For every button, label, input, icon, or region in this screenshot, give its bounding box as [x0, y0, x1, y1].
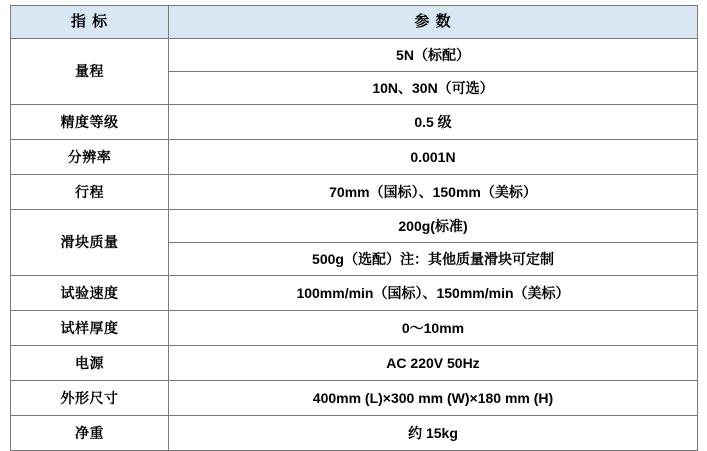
table-header: [11, 6, 698, 39]
row-label-slider-mass: 滑块质量: [11, 210, 169, 276]
row-value-stroke: 70mm（国标）、150mm（美标）: [169, 175, 698, 210]
table-row: [11, 39, 698, 72]
row-label-sample-thickness: 试样厚度: [11, 311, 169, 346]
row-value-slider-mass-2: 500g（选配）注：其他质量滑块可定制: [169, 243, 698, 276]
table-row: [11, 105, 698, 140]
table-row: [11, 210, 698, 243]
table-row: [11, 311, 698, 346]
table-row: [11, 276, 698, 311]
table-body: [11, 39, 698, 451]
row-label-dimensions: 外形尺寸: [11, 381, 169, 416]
row-value-test-speed: 100mm/min（国标）、150mm/min（美标）: [169, 276, 698, 311]
row-value-accuracy: 0.5 级: [169, 105, 698, 140]
row-label-test-speed: 试验速度: [11, 276, 169, 311]
row-value-sample-thickness: 0～10mm: [169, 311, 698, 346]
row-label-range: 量程: [11, 39, 169, 105]
header-cell-indicator: 指 标: [11, 6, 169, 39]
row-label-power: 电源: [11, 346, 169, 381]
row-value-resolution: 0.001N: [169, 140, 698, 175]
row-label-resolution: 分辨率: [11, 140, 169, 175]
table-row: [11, 140, 698, 175]
header-row: [11, 6, 698, 39]
row-value-range-2: 10N、30N（可选）: [169, 72, 698, 105]
row-value-power: AC 220V 50Hz: [169, 346, 698, 381]
table-row: [11, 381, 698, 416]
table-row: [11, 175, 698, 210]
header-cell-parameter: 参 数: [169, 6, 698, 39]
row-value-net-weight: 约 15kg: [169, 416, 698, 451]
table-row: [11, 416, 698, 451]
row-label-net-weight: 净重: [11, 416, 169, 451]
table-row: [11, 346, 698, 381]
row-label-stroke: 行程: [11, 175, 169, 210]
row-value-range-1: 5N（标配）: [169, 39, 698, 72]
row-value-slider-mass-1: 200g(标准): [169, 210, 698, 243]
specification-table: [10, 5, 698, 451]
row-value-dimensions: 400mm (L)×300 mm (W)×180 mm (H): [169, 381, 698, 416]
row-label-accuracy: 精度等级: [11, 105, 169, 140]
